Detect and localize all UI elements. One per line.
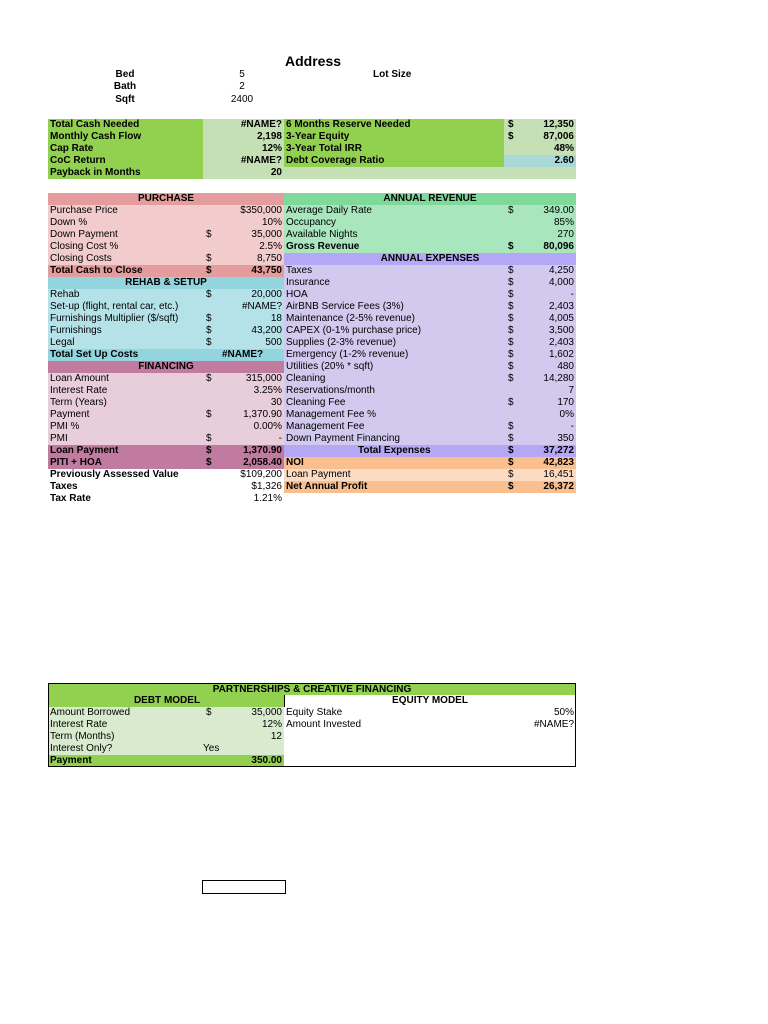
row-value: 10%	[261, 217, 282, 228]
row-value: #NAME?	[533, 719, 574, 730]
row-label: NOI	[286, 457, 304, 468]
summary-left-value	[203, 119, 284, 131]
row-value: 35,000	[251, 229, 282, 240]
row-label: Closing Costs	[50, 253, 112, 264]
currency-symbol: $	[508, 131, 514, 142]
row-value: 2,058.40	[243, 457, 282, 468]
expense-row	[284, 433, 576, 445]
revenue-row	[284, 229, 576, 241]
row-label: 3-Year Total IRR	[286, 143, 362, 154]
currency-symbol: $	[206, 325, 212, 336]
summary-value-text: #NAME?	[240, 155, 282, 166]
row-value: $350,000	[240, 205, 282, 216]
expense-row	[284, 289, 576, 301]
bed-label: Bed	[115, 69, 135, 80]
purchase-row	[48, 241, 284, 253]
row-value: 26,372	[543, 481, 574, 492]
row-value: 2,403	[548, 301, 574, 312]
currency-symbol: $	[206, 313, 212, 324]
row-label: Closing Cost %	[50, 241, 119, 252]
row-label: Available Nights	[286, 229, 358, 240]
purchase-row	[48, 253, 284, 265]
row-label: Utilities (20% * sqft)	[286, 361, 374, 372]
row-label: Average Daily Rate	[286, 205, 372, 216]
row-value: 1,602	[548, 349, 574, 360]
summary-left-label	[48, 155, 203, 167]
bed-value: 5	[239, 69, 245, 80]
loan-payment-row	[48, 445, 284, 457]
summary-right-label	[284, 119, 504, 131]
summary-right-label	[284, 155, 504, 167]
rehab-row	[48, 313, 284, 325]
row-value: 1.21%	[253, 493, 282, 504]
annual-expenses-header: ANNUAL EXPENSES	[284, 253, 576, 265]
summary-value-text: 87,006	[543, 131, 574, 142]
expense-row	[284, 385, 576, 397]
row-value: 315,000	[245, 373, 282, 384]
expense-row	[284, 361, 576, 373]
expense-row	[284, 373, 576, 385]
row-value: 20,000	[251, 289, 282, 300]
row-value: 2,403	[548, 337, 574, 348]
expense-row	[284, 325, 576, 337]
row-value: 500	[265, 337, 282, 348]
row-value: 0.00%	[253, 421, 282, 432]
row-label: Term (Years)	[50, 397, 107, 408]
currency-symbol: $	[508, 277, 514, 288]
row-label: Equity Stake	[286, 707, 343, 718]
financing-header: FINANCING	[48, 361, 284, 373]
currency-symbol: $	[206, 433, 212, 444]
rehab-row	[48, 337, 284, 349]
row-label: AirBNB Service Fees (3%)	[286, 301, 404, 312]
currency-symbol: $	[508, 433, 514, 444]
row-value: 12%	[261, 719, 282, 730]
total-setup-value: #NAME?	[222, 349, 264, 360]
row-value: -	[278, 433, 282, 444]
summary-value-text: 12,350	[543, 119, 574, 130]
debt-row	[48, 707, 284, 719]
debt-row	[48, 719, 284, 731]
currency-symbol: $	[508, 337, 514, 348]
row-label: Gross Revenue	[286, 241, 360, 252]
row-label: PITI + HOA	[50, 457, 102, 468]
gross-revenue-row	[284, 241, 576, 253]
row-value: 4,005	[548, 313, 574, 324]
extra-row	[48, 481, 284, 493]
row-value: 349.00	[543, 205, 574, 216]
row-label: Management Fee %	[286, 409, 377, 420]
row-label: Legal	[50, 337, 75, 348]
currency-symbol: $	[206, 289, 212, 300]
purchase-header: PURCHASE	[48, 193, 284, 205]
row-label: Payback in Months	[50, 167, 141, 178]
row-label: Term (Months)	[50, 731, 115, 742]
row-value: 480	[557, 361, 574, 372]
currency-symbol: $	[206, 253, 212, 264]
row-value: 42,823	[543, 457, 574, 468]
row-label: Interest Only?	[50, 743, 113, 754]
row-label: Taxes	[286, 265, 313, 276]
summary-right-value	[504, 143, 576, 155]
currency-symbol: $	[508, 421, 514, 432]
purchase-row	[48, 229, 284, 241]
row-value: 80,096	[543, 241, 574, 252]
row-label: Cleaning Fee	[286, 397, 346, 408]
row-value: 18	[270, 313, 282, 324]
row-label: CoC Return	[50, 155, 106, 166]
row-label: Furnishings	[50, 325, 102, 336]
row-value: 1,370.90	[243, 409, 282, 420]
row-value: 50%	[553, 707, 574, 718]
row-value: 37,272	[543, 445, 574, 456]
summary-right-value	[504, 131, 576, 143]
row-value: 14,280	[543, 373, 574, 384]
currency-symbol: $	[508, 469, 514, 480]
currency-symbol: $	[508, 119, 514, 130]
row-value: 4,000	[548, 277, 574, 288]
row-value: 3,500	[548, 325, 574, 336]
empty-input-cell[interactable]	[202, 880, 286, 894]
piti-hoa-row	[48, 457, 284, 469]
row-label: Maintenance (2-5% revenue)	[286, 313, 415, 324]
annual-revenue-header: ANNUAL REVENUE	[284, 193, 576, 205]
row-label: CAPEX (0-1% purchase price)	[286, 325, 422, 336]
summary-left-value	[203, 155, 284, 167]
expense-row	[284, 265, 576, 277]
row-value: -	[570, 421, 574, 432]
row-label: Loan Payment	[50, 445, 119, 456]
expense-row	[284, 349, 576, 361]
currency-symbol: $	[508, 313, 514, 324]
currency-symbol: $	[508, 265, 514, 276]
row-label: Interest Rate	[50, 719, 108, 730]
extra-row	[48, 493, 284, 505]
currency-symbol: $	[508, 241, 514, 252]
purchase-row	[48, 205, 284, 217]
row-label: Supplies (2-3% revenue)	[286, 337, 397, 348]
currency-symbol: $	[508, 457, 514, 468]
summary-value-text: 12%	[261, 143, 282, 154]
expense-row	[284, 397, 576, 409]
net-annual-profit-row	[284, 481, 576, 493]
row-label: PMI	[50, 433, 68, 444]
expense-row	[284, 301, 576, 313]
summary-left-label	[48, 119, 203, 131]
row-label: 6 Months Reserve Needed	[286, 119, 411, 130]
currency-symbol: $	[206, 457, 212, 468]
row-label: PMI %	[50, 421, 80, 432]
sqft-label: Sqft	[115, 94, 135, 105]
revenue-row	[284, 205, 576, 217]
row-value: 1,370.90	[243, 445, 282, 456]
financing-row	[48, 421, 284, 433]
row-label: Previously Assessed Value	[50, 469, 179, 480]
currency-symbol: $	[508, 205, 514, 216]
total-expenses-label: Total Expenses	[358, 445, 431, 456]
expense-row	[284, 277, 576, 289]
row-label: Insurance	[286, 277, 330, 288]
summary-left-label	[48, 167, 203, 179]
currency-symbol: $	[508, 301, 514, 312]
equity-model-header: EQUITY MODEL	[284, 695, 576, 707]
financing-row	[48, 409, 284, 421]
summary-right-value	[504, 167, 576, 179]
row-label: Management Fee	[286, 421, 365, 432]
row-label: Purchase Price	[50, 205, 118, 216]
bath-label: Bath	[113, 81, 137, 92]
row-value: 43,200	[251, 325, 282, 336]
row-value: 43,750	[251, 265, 282, 276]
row-label: Down Payment	[50, 229, 118, 240]
row-label: Cap Rate	[50, 143, 94, 154]
summary-value-text: 20	[270, 167, 282, 178]
rehab-header: REHAB & SETUP	[48, 277, 284, 289]
currency-symbol: $	[508, 445, 514, 456]
row-label: Loan Payment	[286, 469, 351, 480]
currency-symbol: $	[508, 481, 514, 492]
summary-right-label	[284, 131, 504, 143]
debt-row	[48, 743, 284, 755]
summary-right-label	[284, 167, 504, 179]
summary-right-label	[284, 143, 504, 155]
financing-row	[48, 433, 284, 445]
currency-symbol: $	[206, 373, 212, 384]
summary-value-text: 2.60	[554, 155, 574, 166]
rehab-row	[48, 289, 284, 301]
row-value: 12	[270, 731, 282, 742]
row-label: Reservations/month	[286, 385, 375, 396]
lot-size-label: Lot Size	[373, 69, 412, 80]
purchase-row	[48, 217, 284, 229]
extra-row	[48, 469, 284, 481]
financing-row	[48, 385, 284, 397]
row-label: Rehab	[50, 289, 80, 300]
row-value: 8,750	[256, 253, 282, 264]
row-label: Set-up (flight, rental car, etc.)	[50, 301, 179, 312]
row-label: Debt Coverage Ratio	[286, 155, 385, 166]
row-label: Amount Invested	[286, 719, 362, 730]
expense-row	[284, 409, 576, 421]
summary-right-value	[504, 119, 576, 131]
row-label: Emergency (1-2% revenue)	[286, 349, 409, 360]
row-label: Total Cash Needed	[50, 119, 140, 130]
row-value: 2.5%	[259, 241, 282, 252]
row-label: Total Set Up Costs	[50, 349, 139, 360]
row-value: 35,000	[251, 707, 282, 718]
debt-model-header: DEBT MODEL	[48, 695, 285, 707]
total-expenses-row	[284, 445, 576, 457]
summary-left-label	[48, 143, 203, 155]
row-label: Net Annual Profit	[286, 481, 368, 492]
row-value: 0%	[559, 409, 574, 420]
currency-symbol: $	[508, 361, 514, 372]
row-value: #NAME?	[241, 301, 282, 312]
row-value: 30	[270, 397, 282, 408]
row-value: 7	[568, 385, 574, 396]
row-label: Payment	[50, 409, 90, 420]
row-label: Cleaning	[286, 373, 326, 384]
row-value: -	[570, 289, 574, 300]
bath-value: 2	[239, 81, 245, 92]
row-label: Down Payment Financing	[286, 433, 400, 444]
debt-dollar: Yes	[203, 743, 220, 754]
currency-symbol: $	[508, 325, 514, 336]
row-value: 270	[557, 229, 574, 240]
row-label: Taxes	[50, 481, 78, 492]
row-value: $1,326	[251, 481, 282, 492]
row-label: Monthly Cash Flow	[50, 131, 142, 142]
summary-left-value	[203, 131, 284, 143]
financing-row	[48, 373, 284, 385]
row-value: 350.00	[251, 755, 282, 766]
sqft-value: 2400	[230, 94, 254, 105]
summary-right-value	[504, 155, 576, 167]
row-value: 170	[557, 397, 574, 408]
currency-symbol: $	[206, 265, 212, 276]
expense-row	[284, 337, 576, 349]
equity-row	[284, 707, 576, 719]
debt-dollar: $	[206, 707, 212, 718]
currency-symbol: $	[206, 229, 212, 240]
row-label: 3-Year Equity	[286, 131, 350, 142]
row-value: 16,451	[543, 469, 574, 480]
total-setup-row	[48, 349, 284, 361]
currency-symbol: $	[508, 349, 514, 360]
address-title: Address	[285, 53, 342, 69]
currency-symbol: $	[508, 397, 514, 408]
rehab-row	[48, 301, 284, 313]
summary-value-text: #NAME?	[240, 119, 282, 130]
revenue-row	[284, 217, 576, 229]
row-label: Down %	[50, 217, 88, 228]
row-label: HOA	[286, 289, 308, 300]
row-value: $109,200	[240, 469, 282, 480]
summary-value-text: 48%	[553, 143, 574, 154]
currency-symbol: $	[206, 445, 212, 456]
row-value: 350	[557, 433, 574, 444]
row-label: Interest Rate	[50, 385, 108, 396]
noi-row	[284, 457, 576, 469]
currency-symbol: $	[206, 409, 212, 420]
currency-symbol: $	[508, 289, 514, 300]
row-label: Furnishings Multiplier ($/sqft)	[50, 313, 179, 324]
row-value: 85%	[553, 217, 574, 228]
currency-symbol: $	[206, 337, 212, 348]
currency-symbol: $	[508, 373, 514, 384]
expense-row	[284, 421, 576, 433]
annual-loan-payment-row	[284, 469, 576, 481]
rehab-row	[48, 325, 284, 337]
partnerships-header: PARTNERSHIPS & CREATIVE FINANCING	[48, 683, 576, 697]
summary-left-value	[203, 167, 284, 179]
debt-row	[48, 731, 284, 743]
row-value: 4,250	[548, 265, 574, 276]
debt-payment-row	[48, 755, 284, 767]
row-label: Total Cash to Close	[50, 265, 143, 276]
row-label: Loan Amount	[50, 373, 109, 384]
summary-left-value	[203, 143, 284, 155]
financing-row	[48, 397, 284, 409]
row-label: Tax Rate	[50, 493, 91, 504]
summary-value-text: 2,198	[256, 131, 282, 142]
equity-row	[284, 719, 576, 731]
row-label: Occupancy	[286, 217, 337, 228]
row-label: Payment	[50, 755, 92, 766]
total-cash-to-close-row	[48, 265, 284, 277]
row-label: Amount Borrowed	[50, 707, 131, 718]
row-value: 3.25%	[253, 385, 282, 396]
summary-left-label	[48, 131, 203, 143]
expense-row	[284, 313, 576, 325]
